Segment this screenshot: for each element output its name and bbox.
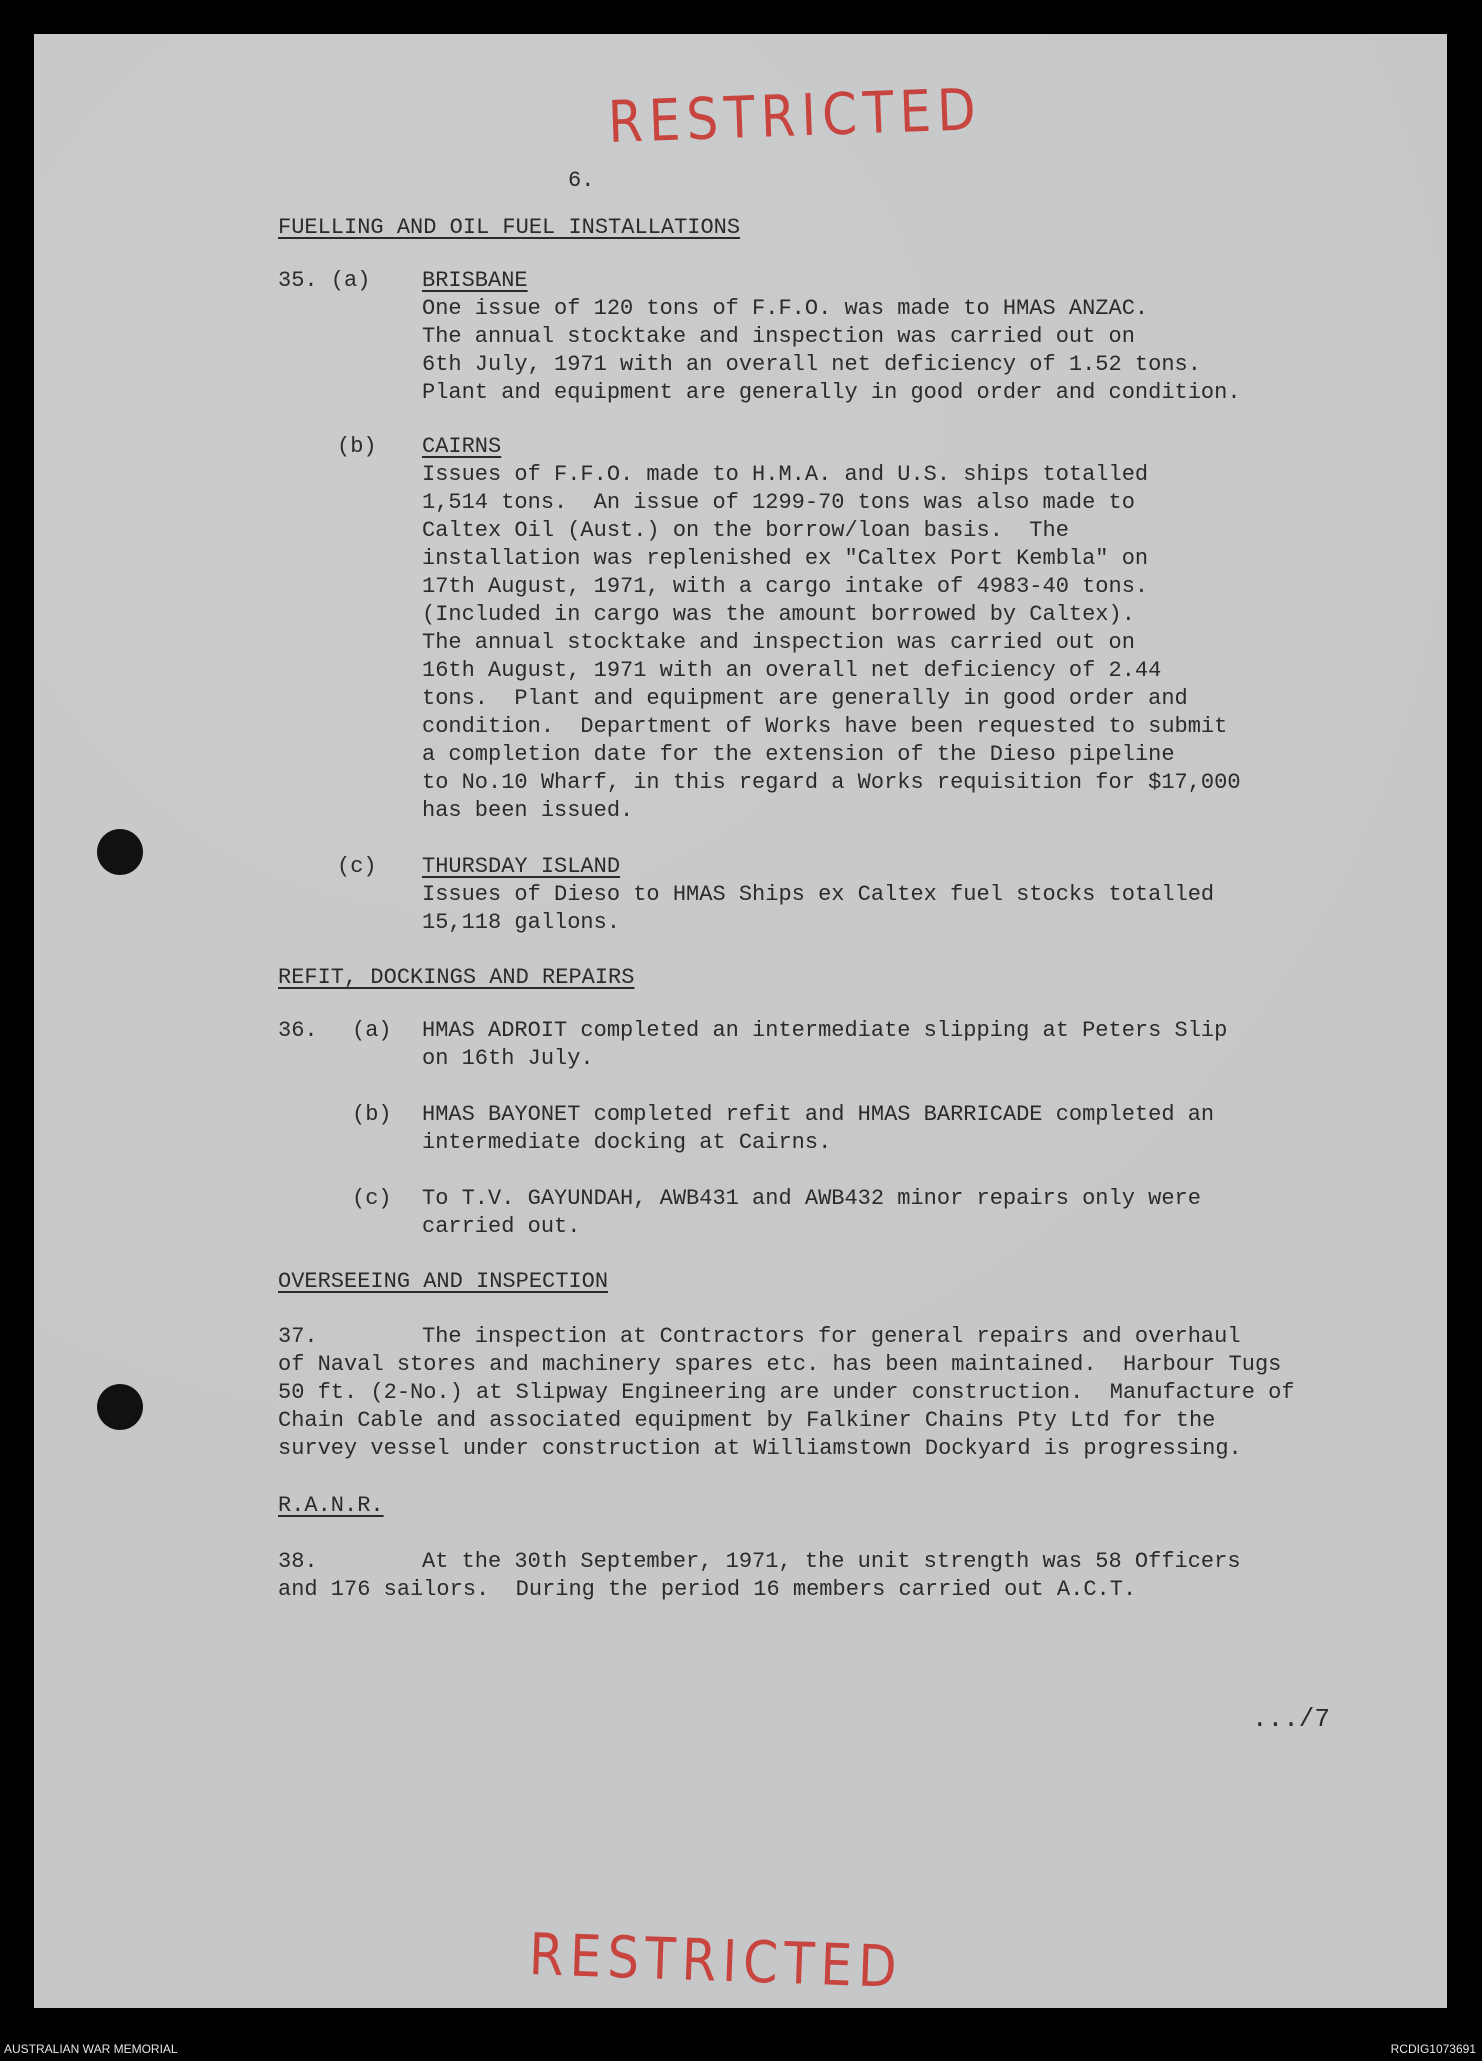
archive-credit: AUSTRALIAN WAR MEMORIAL bbox=[4, 2042, 178, 2056]
paragraph-number-37: 37. bbox=[278, 1324, 318, 1349]
section-heading-overseeing: OVERSEEING AND INSPECTION bbox=[278, 1269, 609, 1294]
continuation-reference: .../7 bbox=[1252, 1704, 1331, 1734]
restricted-stamp-top: RESTRICTED bbox=[606, 76, 983, 156]
paragraph-number-35: 35. (a) bbox=[278, 268, 371, 293]
subsection-title-thursday-island: THURSDAY ISLAND bbox=[422, 854, 621, 879]
overseeing-line: Chain Cable and associated equipment by Falkiner Chains Pty Ltd for the bbox=[278, 1408, 1216, 1433]
cairns-line: The annual stocktake and inspection was carried out on bbox=[422, 630, 1135, 655]
section-heading-refit: REFIT, DOCKINGS AND REPAIRS bbox=[278, 965, 635, 990]
cairns-line: tons. Plant and equipment are generally in good order and bbox=[422, 686, 1188, 711]
cairns-line: condition. Department of Works have been requested to submit bbox=[422, 714, 1228, 739]
thursday-island-line: 15,118 gallons. bbox=[422, 910, 621, 935]
refit-a-line: on 16th July. bbox=[422, 1046, 594, 1071]
overseeing-line: survey vessel under construction at Williamstown Dockyard is progressing. bbox=[278, 1436, 1242, 1461]
refit-c-line: To T.V. GAYUNDAH, AWB431 and AWB432 minor repairs only were bbox=[422, 1186, 1201, 1211]
overseeing-line: of Naval stores and machinery spares etc. has been maintained. Harbour Tugs bbox=[278, 1352, 1282, 1377]
brisbane-line: Plant and equipment are generally in good order and condition. bbox=[422, 380, 1241, 405]
cairns-line: has been issued. bbox=[422, 798, 634, 823]
cairns-line: Issues of F.F.O. made to H.M.A. and U.S. ships totalled bbox=[422, 462, 1149, 487]
cairns-line: 16th August, 1971 with an overall net deficiency of 2.44 bbox=[422, 658, 1162, 683]
cairns-line: (Included in cargo was the amount borrowed by Caltex). bbox=[422, 602, 1135, 627]
thursday-island-line: Issues of Dieso to HMAS Ships ex Caltex fuel stocks totalled bbox=[422, 882, 1215, 907]
overseeing-first-line: The inspection at Contractors for general repairs and overhaul bbox=[422, 1324, 1241, 1349]
document-page bbox=[34, 34, 1447, 2008]
refit-b-line: intermediate docking at Cairns. bbox=[422, 1130, 832, 1155]
subsection-label-c: (c) bbox=[337, 854, 377, 879]
brisbane-line: The annual stocktake and inspection was carried out on bbox=[422, 324, 1135, 349]
punch-hole-bottom bbox=[97, 1384, 143, 1430]
subsection-label-b: (b) bbox=[337, 434, 377, 459]
cairns-line: to No.10 Wharf, in this regard a Works requisition for $17,000 bbox=[422, 770, 1241, 795]
ranr-line: and 176 sailors. During the period 16 members carried out A.C.T. bbox=[278, 1577, 1137, 1602]
brisbane-line: One issue of 120 tons of F.F.O. was made to HMAS ANZAC. bbox=[422, 296, 1149, 321]
punch-hole-top bbox=[97, 829, 143, 875]
restricted-stamp-bottom: RESTRICTED bbox=[527, 1921, 904, 2001]
brisbane-line: 6th July, 1971 with an overall net deficiency of 1.52 tons. bbox=[422, 352, 1201, 377]
refit-label-c: (c) bbox=[352, 1186, 392, 1211]
ranr-first-line: At the 30th September, 1971, the unit strength was 58 Officers bbox=[422, 1549, 1241, 1574]
archive-identifier: RCDIG1073691 bbox=[1390, 2042, 1476, 2056]
cairns-line: 1,514 tons. An issue of 1299-70 tons was also made to bbox=[422, 490, 1135, 515]
page-number: 6. bbox=[568, 168, 595, 193]
cairns-line: installation was replenished ex "Caltex Port Kembla" on bbox=[422, 546, 1149, 571]
section-heading-fuelling: FUELLING AND OIL FUEL INSTALLATIONS bbox=[278, 215, 741, 240]
cairns-line: a completion date for the extension of the Dieso pipeline bbox=[422, 742, 1175, 767]
paragraph-number-36: 36. bbox=[278, 1018, 318, 1043]
refit-label-b: (b) bbox=[352, 1102, 392, 1127]
refit-b-line: HMAS BAYONET completed refit and HMAS BARRICADE completed an bbox=[422, 1102, 1215, 1127]
cairns-line: 17th August, 1971, with a cargo intake of 4983-40 tons. bbox=[422, 574, 1149, 599]
overseeing-line: 50 ft. (2-No.) at Slipway Engineering are under construction. Manufacture of bbox=[278, 1380, 1295, 1405]
subsection-title-cairns: CAIRNS bbox=[422, 434, 502, 459]
section-heading-ranr: R.A.N.R. bbox=[278, 1493, 384, 1518]
subsection-title-brisbane: BRISBANE bbox=[422, 268, 528, 293]
paragraph-number-38: 38. bbox=[278, 1549, 318, 1574]
refit-a-line: HMAS ADROIT completed an intermediate slipping at Peters Slip bbox=[422, 1018, 1228, 1043]
refit-label-a: (a) bbox=[352, 1018, 392, 1043]
refit-c-line: carried out. bbox=[422, 1214, 581, 1239]
cairns-line: Caltex Oil (Aust.) on the borrow/loan basis. The bbox=[422, 518, 1069, 543]
